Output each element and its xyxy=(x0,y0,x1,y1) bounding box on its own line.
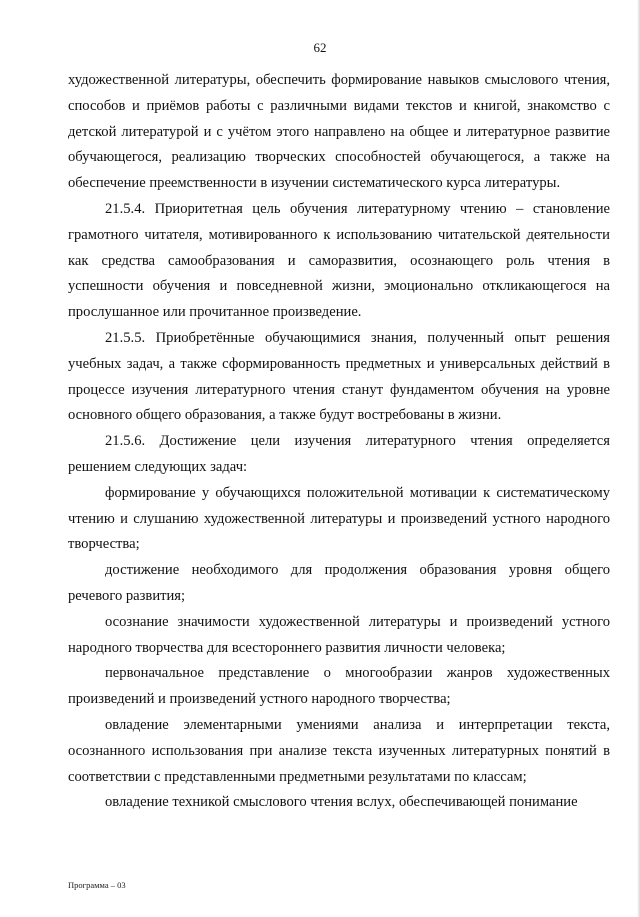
paragraph-21-5-4: 21.5.4. Приоритетная цель обучения литературному чтению – становление грамотного читателя, мотивированного к использованию читательской деятельности как средства самообразования и саморазвития, осознающего роль чтения в успешности обучения и повседневной жизни, эмоционально откликающегося на прослушанное или прочитанное произведение. xyxy=(68,200,610,321)
task-item: достижение необходимого для продолжения образования уровня общего речевого развития; xyxy=(68,562,610,604)
paragraph-21-5-6: 21.5.6. Достижение цели изучения литературного чтения определяется решением следующих задач: xyxy=(68,433,610,475)
task-item: осознание значимости художественной литературы и произведений устного народного творчества для всестороннего развития личности человека; xyxy=(68,613,610,656)
footer-label: Программа – 03 xyxy=(68,880,126,890)
task-item: овладение техникой смыслового чтения вслух, обеспечивающей понимание xyxy=(105,794,578,811)
paragraph-continuation: художественной литературы, обеспечить формирование навыков смыслового чтения, способов и приёмов работы с различными видами текстов и книгой, знакомство с детской литературой и с учётом этого направлено на общее и литературное развитие обучающегося, реализацию творческих способностей обучающегося, а также на обеспечение преемственности в изучении систематического курса литературы. xyxy=(68,72,610,192)
document-body xyxy=(68,68,610,816)
task-item: первоначальное представление о многообразии жанров художественных произведений и произведений устного народного творчества; xyxy=(68,665,610,708)
task-item: овладение элементарными умениями анализа и интерпретации текста, осознанного использования при анализе текста изученных литературных понятий в соответствии с представленными предметными результатами по классам; xyxy=(68,716,610,785)
page-number: 62 xyxy=(313,40,327,55)
paragraph-21-5-5: 21.5.5. Приобретённые обучающимися знания, полученный опыт решения учебных задач, а также сформированность предметных и универсальных действий в процессе изучения литературного чтения станут фундаментом обучения на уровне основного общего образования, а также будут востребованы в жизни. xyxy=(68,329,610,424)
task-item: формирование у обучающихся положительной мотивации к систематическому чтению и слушанию художественной литературы и произведений устного народного творчества; xyxy=(68,484,610,553)
